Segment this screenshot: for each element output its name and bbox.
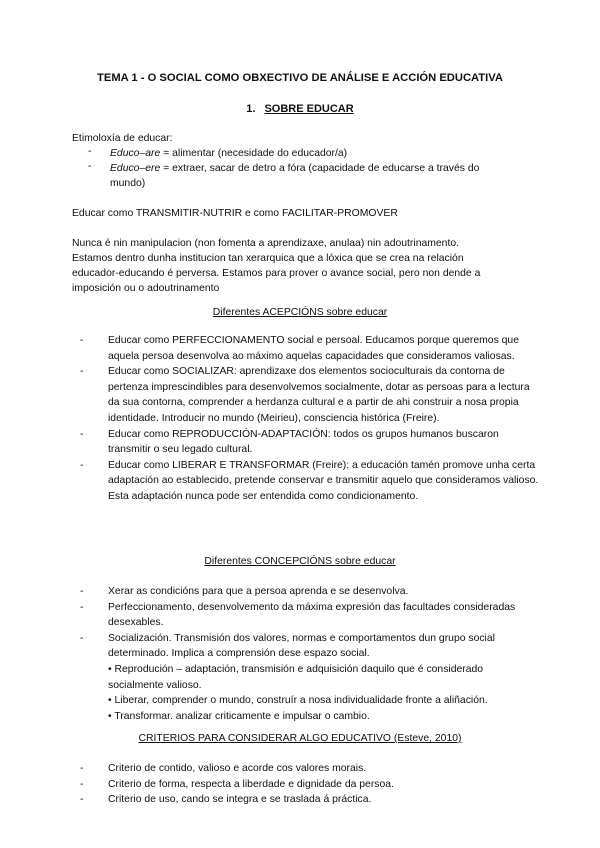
concepcions-heading: Diferentes CONCEPCIÓNS sobre educar (204, 556, 396, 567)
transmit-line: Educar como TRANSMITIR-NUTRIR e como FACILITAR-PROMOVER (72, 208, 398, 219)
etymology-item: Educo–ere = extraer, sacar de detro a fóra (capacidade de educarse a través do (110, 163, 480, 174)
etymology-item: Educo–are = alimentar (necesidade do educador/a) (110, 148, 348, 159)
section-heading (0, 103, 600, 115)
sub-item: • Reprodución – adaptación, transmisión e adquisición daquilo que é considerado socialmente valioso. (108, 663, 484, 691)
list-item: - Criterio de uso, cando se integra e se traslada á práctica. (80, 792, 540, 808)
concepcions-list (80, 584, 540, 724)
paragraph-line: Estamos dentro dunha institucion tan xerarquica que a lóxica que se crea na relación (72, 253, 464, 264)
list-item: - Xerar as condicións para que a persoa aprenda e se desenvolva. (80, 584, 540, 600)
criterios-heading: CRITERIOS PARA CONSIDERAR ALGO EDUCATIVO (Esteve, 2010) (138, 733, 462, 744)
list-item: - Educar como LIBERAR E TRANSFORMAR (Freire): a educación tamén promove unha certa adaptación ao establecido, pretende conservar e transmitir aquelo que consideramos valioso. Esta adaptación nunca pode ser entendida como condicionamento. (80, 458, 540, 505)
section-label: SOBRE EDUCAR (264, 103, 354, 115)
dash: - (88, 161, 92, 172)
section-number: 1. (246, 103, 256, 115)
list-item: - Criterio de contido, valioso e acorde cos valores morais. (80, 761, 540, 777)
paragraph-line: Nunca é nin manipulacion (non fomenta a aprendizaxe, anulaa) nin adoutrinamento. (72, 238, 460, 249)
etymology-heading: Etimoloxía de educar: (72, 133, 173, 144)
acepcions-heading: Diferentes ACEPCIÓNS sobre educar (212, 307, 388, 318)
list-item (80, 631, 540, 725)
acepcions-list (80, 333, 540, 505)
list-item: - Educar como SOCIALIZAR: aprendizaxe dos elementos socioculturais da contorna de pertenza imprescindibles para desenvolvemos socialmente, dotar as persoas para a lectura da sua contorna, comprender a herdanza cultural e a partir de ahi construir a nosa propia identidade. Introducir no mundo (Meirieu), consciencia histórica (Freire). (80, 364, 540, 426)
sub-item: • Transformar. analizar criticamente e impulsar o cambio. (108, 710, 370, 722)
list-item: - Educar como REPRODUCCIÓN-ADAPTACIÓN: todos os grupos humanos buscaron transmitir o seu legado cultural. (80, 427, 540, 458)
criterios-list (80, 761, 540, 808)
paragraph-line: educador-educando é perversa. Estamos para prover o avance social, pero non dende a (72, 268, 481, 279)
dash: - (88, 146, 92, 157)
page-title: TEMA 1 - O SOCIAL COMO OBXECTIVO DE ANÁLISE E ACCIÓN EDUCATIVA (97, 72, 503, 84)
list-item: - Educar como PERFECCIONAMENTO social e persoal. Educamos porque queremos que aquela persoa desenvolva ao máximo aquelas capacidades que consideramos valiosas. (80, 333, 540, 364)
list-item-text: Socialización. Transmisión dos valores, normas e comportamentos dun grupo social determinado. Implica a comprensión dese espazo social. (108, 632, 495, 660)
sub-item: • Liberar, comprender o mundo, construír a nosa individualidade fronte a aliñación. (108, 695, 488, 707)
list-item: - Perfeccionamento, desenvolvemento da máxima expresión das facultades consideradas desexables. (80, 600, 540, 631)
list-item: - Criterio de forma, respecta a liberdade e dignidade da persoa. (80, 777, 540, 793)
etymology-item-cont: mundo) (110, 178, 146, 189)
paragraph-line: imposición ou o adoutrinamento (72, 283, 220, 294)
